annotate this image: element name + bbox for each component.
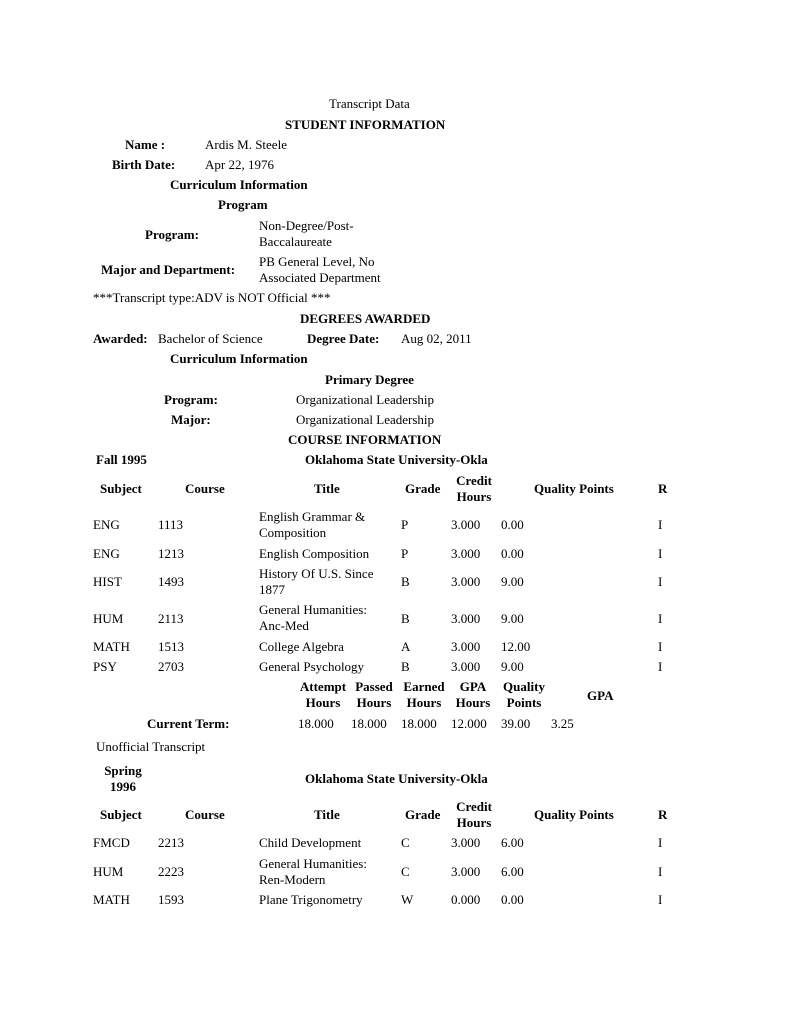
program-label: Program:: [145, 227, 199, 242]
degree-date-label: Degree Date:: [307, 331, 380, 346]
cell-subject: ENG: [93, 517, 120, 532]
awarded-label: Awarded:: [93, 331, 148, 346]
primary-degree-heading: Primary Degree: [325, 372, 414, 387]
earned-hours-value: 18.000: [401, 716, 437, 731]
totals-attempt-hours-header: Attempt Hours: [299, 679, 347, 710]
cell-r: I: [658, 611, 663, 626]
cell-credit: 3.000: [451, 864, 481, 879]
cell-course: 2703: [158, 659, 184, 674]
cell-title: College Algebra: [259, 639, 344, 654]
course-info-heading: COURSE INFORMATION: [288, 432, 442, 447]
major-department-label: Major and Department:: [101, 262, 236, 277]
cell-grade: P: [401, 517, 409, 532]
birth-date: Apr 22, 1976: [205, 157, 274, 172]
cell-subject: HUM: [93, 864, 124, 879]
program-heading: Program: [218, 197, 268, 212]
col-course: Course: [185, 481, 225, 496]
cell-grade: P: [401, 546, 409, 561]
cell-title: English Composition: [259, 546, 370, 561]
col-r: R: [658, 807, 668, 822]
degree-program-value: Organizational Leadership: [296, 392, 435, 407]
student-info-heading: STUDENT INFORMATION: [285, 117, 446, 132]
cell-credit: 3.000: [451, 546, 481, 561]
cell-credit: 0.000: [451, 892, 481, 907]
col-title: Title: [314, 807, 340, 822]
cell-r: I: [658, 864, 663, 879]
cell-quality: 6.00: [501, 835, 524, 850]
cell-r: I: [658, 546, 663, 561]
cell-course: 1493: [158, 574, 184, 589]
cell-grade: B: [401, 659, 410, 674]
name-label: Name :: [125, 137, 166, 152]
totals-gpa-header: GPA: [587, 688, 614, 703]
term-label-fall-1995: Fall 1995: [96, 452, 147, 467]
current-term-label: Current Term:: [147, 716, 230, 731]
cell-r: I: [658, 892, 663, 907]
col-course: Course: [185, 807, 225, 822]
cell-title: General Humanities: Anc-Med: [259, 602, 367, 633]
curriculum-info-heading: Curriculum Information: [170, 177, 308, 192]
cell-title: Plane Trigonometry: [259, 892, 363, 907]
cell-r: I: [658, 659, 663, 674]
cell-credit: 3.000: [451, 659, 481, 674]
cell-course: 1113: [158, 517, 184, 532]
degree-major-label: Major:: [171, 412, 211, 427]
cell-quality: 9.00: [501, 574, 524, 589]
major-department-value: PB General Level, No Associated Department: [259, 254, 381, 285]
student-name: Ardis M. Steele: [205, 137, 287, 152]
cell-subject: HUM: [93, 611, 124, 626]
cell-grade: A: [401, 639, 411, 654]
cell-title: Child Development: [259, 835, 362, 850]
cell-grade: C: [401, 864, 410, 879]
cell-quality: 12.00: [501, 639, 531, 654]
cell-course: 2113: [158, 611, 184, 626]
cell-course: 1513: [158, 639, 184, 654]
totals-gpa-hours-header: GPA Hours: [455, 679, 491, 710]
passed-hours-value: 18.000: [351, 716, 387, 731]
cell-subject: MATH: [93, 892, 130, 907]
gpa-value: 3.25: [551, 716, 574, 731]
cell-grade: W: [401, 892, 414, 907]
awarded-degree: Bachelor of Science: [158, 331, 263, 346]
col-title: Title: [314, 481, 340, 496]
col-subject: Subject: [100, 481, 142, 496]
cell-credit: 3.000: [451, 517, 481, 532]
cell-r: I: [658, 574, 663, 589]
cell-title: History Of U.S. Since 1877: [259, 566, 374, 597]
cell-quality: 0.00: [501, 517, 524, 532]
cell-credit: 3.000: [451, 639, 481, 654]
quality-points-value: 39.00: [501, 716, 531, 731]
term-label-spring-1996: Spring 1996: [104, 763, 142, 794]
cell-quality: 9.00: [501, 611, 524, 626]
cell-credit: 3.000: [451, 611, 481, 626]
totals-earned-hours-header: Earned Hours: [403, 679, 445, 710]
birth-date-label: Birth Date:: [112, 157, 176, 172]
col-quality-points: Quality Points: [534, 481, 614, 496]
cell-course: 2223: [158, 864, 184, 879]
cell-r: I: [658, 639, 663, 654]
cell-credit: 3.000: [451, 574, 481, 589]
cell-subject: HIST: [93, 574, 122, 589]
cell-course: 1213: [158, 546, 184, 561]
col-r: R: [658, 481, 668, 496]
program-value: Non-Degree/Post- Baccalaureate: [259, 218, 354, 249]
cell-quality: 0.00: [501, 546, 524, 561]
col-credit-hours: Credit Hours: [456, 473, 492, 504]
degree-curriculum-heading: Curriculum Information: [170, 351, 308, 366]
cell-r: I: [658, 517, 663, 532]
degree-date: Aug 02, 2011: [401, 331, 472, 346]
cell-course: 2213: [158, 835, 184, 850]
col-grade: Grade: [405, 481, 441, 496]
cell-grade: B: [401, 574, 410, 589]
cell-grade: C: [401, 835, 410, 850]
cell-subject: ENG: [93, 546, 120, 561]
attempt-hours-value: 18.000: [298, 716, 334, 731]
term-institution: Oklahoma State University-Okla: [305, 452, 488, 467]
cell-quality: 6.00: [501, 864, 524, 879]
cell-title: General Psychology: [259, 659, 365, 674]
cell-r: I: [658, 835, 663, 850]
cell-subject: PSY: [93, 659, 117, 674]
cell-credit: 3.000: [451, 835, 481, 850]
totals-passed-hours-header: Passed Hours: [355, 679, 393, 710]
cell-quality: 0.00: [501, 892, 524, 907]
cell-subject: MATH: [93, 639, 130, 654]
degree-major-value: Organizational Leadership: [296, 412, 435, 427]
cell-subject: FMCD: [93, 835, 130, 850]
totals-quality-points-header: Quality Points: [503, 679, 545, 710]
cell-title: English Grammar & Composition: [259, 509, 366, 540]
document-title: Transcript Data: [329, 96, 410, 111]
cell-title: General Humanities: Ren-Modern: [259, 856, 367, 887]
transcript-type-notice: ***Transcript type:ADV is NOT Official ***: [93, 290, 331, 305]
col-grade: Grade: [405, 807, 441, 822]
cell-grade: B: [401, 611, 410, 626]
cell-course: 1593: [158, 892, 184, 907]
degrees-awarded-heading: DEGREES AWARDED: [300, 311, 431, 326]
unofficial-transcript-note: Unofficial Transcript: [96, 739, 206, 754]
term-institution: Oklahoma State University-Okla: [305, 771, 488, 786]
col-subject: Subject: [100, 807, 142, 822]
gpa-hours-value: 12.000: [451, 716, 487, 731]
col-credit-hours: Credit Hours: [456, 799, 492, 830]
cell-quality: 9.00: [501, 659, 524, 674]
col-quality-points: Quality Points: [534, 807, 614, 822]
degree-program-label: Program:: [164, 392, 218, 407]
